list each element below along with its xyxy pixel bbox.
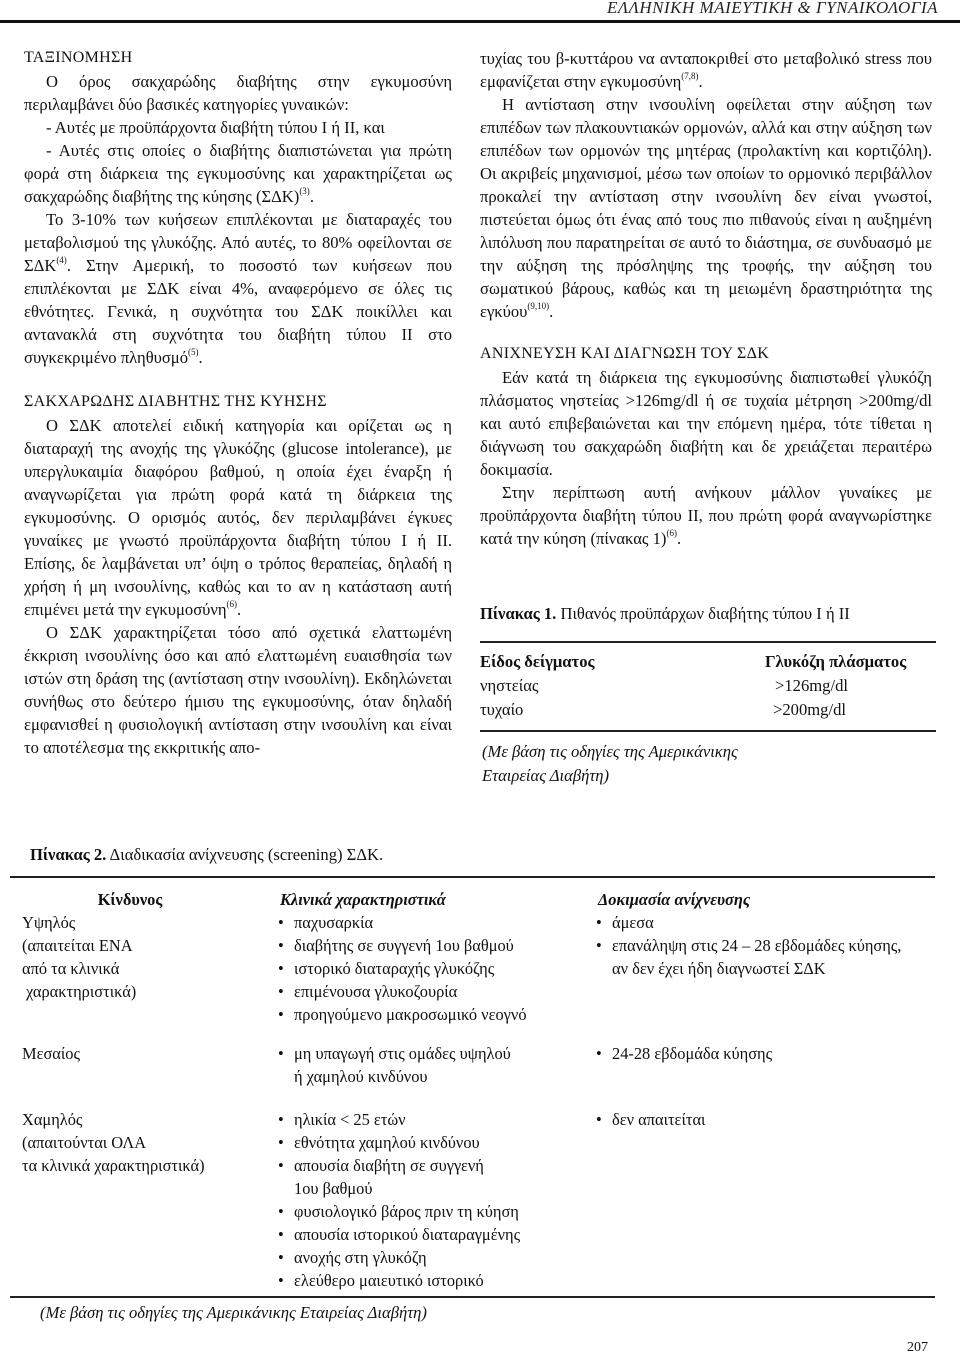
list-item: ή χαμηλού κινδύνου bbox=[294, 1067, 428, 1086]
table1-caption: Πίνακας 1. Πιθανός προϋπάρχων διαβήτης τύπου Ι ή ΙΙ bbox=[480, 604, 850, 623]
section-heading-gdm: ΣΑΚΧΑΡΩΔΗΣ ΔΙΑΒΗΤΗΣ ΤΗΣ ΚΥΗΣΗΣ bbox=[24, 393, 327, 410]
list-item: • δεν απαιτείται bbox=[594, 1108, 705, 1131]
table-row: τυχαίο >200mg/dl bbox=[480, 700, 846, 719]
table2-caption: Πίνακας 2. Διαδικασία ανίχνευσης (screening) ΣΔΚ. bbox=[30, 845, 384, 864]
citation: (9,10) bbox=[527, 301, 550, 311]
table2-top-rule bbox=[10, 876, 935, 878]
section-heading-classification: ΤΑΞΙΝΟΜΗΣΗ bbox=[24, 49, 133, 66]
paragraph-continued: τυχίας του β-κυττάρου να ανταποκριθεί στο μεταβολικό stress που εμφανίζεται στην εγκυμοσύνη$^{(7,8)}$. bbox=[480, 49, 932, 91]
list-item: • εθνότητα χαμηλού κινδύνου bbox=[276, 1131, 520, 1154]
list-item: • ανοχής στη γλυκόζη bbox=[276, 1246, 520, 1269]
table1-col-sample: Είδος δείγματος bbox=[480, 652, 595, 671]
citation: (3) bbox=[299, 186, 310, 196]
list-item: 1ου βαθμού bbox=[294, 1179, 373, 1198]
list-item: • απουσία ιστορικού διαταραγμένης bbox=[276, 1223, 520, 1246]
paragraph-prevalence: Το 3-10% των κυήσεων επιπλέκονται με διαταραχές του μεταβολισμού της γλυκόζης. Από αυτές, το 80% οφείλονται σε ΣΔΚ$^{(4)}$. Στην Αμερική, το ποσοστό των κυήσεων που επιπλέκονται με ΣΔΚ είναι 4%, αναφερόμενο σε όλες τις εθνότητες. Γενικά, η συχνότητα του ΣΔΚ ποικίλλει και αντανακλά στη συχνότητα του διαβήτη τύπου ΙΙ στο συγκεκριμένο πληθυσμό$^{(5)}$. bbox=[24, 210, 452, 367]
paragraph-gdm-mechanism: Ο ΣΔΚ χαρακτηρίζεται τόσο από σχετικά ελαττωμένη έκκριση ινσουλίνης όσο και από ελαττωμένη ευαισθησία των ιστών στη δράση της (αντίσταση στην ινσουλίνη). Εκδηλώνεται συνήθως στο δεύτερο ήμισυ της εγκυμοσύνης, όταν δηλαδή εμφανισθεί η φυσιολογική αντίσταση στην ινσουλίνη και είναι το αποτέλεσμα της εκκριτικής απο- bbox=[24, 623, 452, 757]
table1-col-glucose: Γλυκόζη πλάσματος bbox=[765, 652, 907, 671]
list-item: • επανάληψη στις 24 – 28 εβδομάδες κύησης, bbox=[594, 934, 901, 957]
citation: (7,8) bbox=[681, 71, 699, 81]
paragraph-diagnosis: Εάν κατά τη διάρκεια της εγκυμοσύνης διαπιστωθεί γλυκόζη πλάσματος νηστείας >126mg/dl ή σε τυχαία μέτρηση >200mg/dl και αυτό επιβεβαιώνεται και την επόμενη ημέρα, τότε τίθεται η διάγνωση του σακχαρώδη διαβήτη και δε χρειάζεται περαιτέρω δοκιμασία. bbox=[480, 368, 932, 479]
table2-clinical-medium bbox=[276, 1042, 511, 1088]
table1 bbox=[480, 652, 940, 724]
list-item: • ελεύθερο μαιευτικό ιστορικό bbox=[276, 1269, 520, 1292]
table2-header-clinical: Κλινικά χαρακτηριστικά bbox=[280, 890, 446, 909]
table2-clinical-low bbox=[276, 1108, 520, 1292]
list-item: • επιμένουσα γλυκοζουρία bbox=[276, 980, 527, 1003]
citation: (5) bbox=[188, 347, 199, 357]
list-item: • άμεσα bbox=[594, 911, 901, 934]
paragraph-insulin-resistance: Η αντίσταση στην ινσουλίνη οφείλεται στην αύξηση των επιπέδων των πλακουντιακών ορμονών, αλλά και στην αύξηση των επιπέδων των ορμονών της μητέρας (προλακτίνη και κορτιζόλη). Οι ακριβείς μηχανισμοί, μέσω των οποίων το ορμονικό περιβάλλον προκαλεί την αντίσταση στην ινσουλίνη δεν είναι γνωστοί, πιστεύεται όμως ότι ένας από τους πιο πιθανούς είναι η αυξημένη λιπόλυση που παρατηρείται σε αυτό το διάστημα, σε συνδυασμό με την αύξηση της πρόσληψης της τροφής, την αύξηση του σωματικού βάρους, καθώς και τη μειωμένη δραστηριότητα της εγκύου$^{(9,10)}$. bbox=[480, 95, 932, 321]
list-item: • προηγούμενο μακροσωμικό νεογνό bbox=[276, 1003, 527, 1026]
list-item: • ιστορικό διαταραχής γλυκόζης bbox=[276, 957, 527, 980]
citation: (6) bbox=[226, 599, 238, 609]
table2-header-test: Δοκιμασία ανίχνευσης bbox=[598, 890, 751, 909]
citation: (6) bbox=[666, 528, 677, 538]
citation: (4) bbox=[56, 255, 67, 265]
table2-bottom-rule bbox=[10, 1296, 935, 1298]
header-rule bbox=[0, 20, 960, 23]
table2-test-medium bbox=[594, 1042, 772, 1065]
table2-risk-low: Χαμηλός (απαιτούνται ΟΛΑ τα κλινικά χαρακτηριστικά) bbox=[22, 1110, 205, 1175]
running-header: ΕΛΛΗΝΙΚΗ ΜΑΙΕΥΤΙΚΗ & ΓΥΝΑΙΚΟΛΟΓΙΑ bbox=[606, 0, 938, 17]
list-item: • διαβήτης σε συγγενή 1ου βαθμού bbox=[276, 934, 527, 957]
left-column bbox=[24, 47, 452, 759]
table2-test-high bbox=[594, 911, 901, 980]
list-item: • 24-28 εβδομάδα κύησης bbox=[594, 1042, 772, 1065]
list-item: • παχυσαρκία bbox=[276, 911, 527, 934]
list-item-preexisting: - Αυτές με προϋπάρχοντα διαβήτη τύπου Ι ή ΙΙ, και bbox=[46, 118, 385, 137]
right-column bbox=[480, 47, 932, 550]
list-item: • μη υπαγωγή στις ομάδες υψηλού bbox=[276, 1042, 511, 1065]
table2-risk-medium: Μεσαίος bbox=[22, 1044, 80, 1063]
table1-note: (Με βάση τις οδηγίες της Αμερικάνικης Εταιρείας Διαβήτη) bbox=[482, 742, 738, 785]
table2-test-low bbox=[594, 1108, 705, 1131]
table1-bottom-rule bbox=[480, 730, 936, 732]
section-heading-detection: ΑΝΙΧΝΕΥΣΗ ΚΑΙ ΔΙΑΓΝΩΣΗ ΤΟΥ ΣΔΚ bbox=[480, 345, 770, 362]
page-number: 207 bbox=[907, 1340, 928, 1355]
list-item: • ηλικία < 25 ετών bbox=[276, 1108, 520, 1131]
paragraph-classification: Ο όρος σακχαρώδης διαβήτης στην εγκυμοσύνη περιλαμβάνει δύο βασικές κατηγορίες γυναικών: bbox=[24, 72, 452, 114]
list-item: • απουσία διαβήτη σε συγγενή bbox=[276, 1154, 520, 1177]
table2-note: (Με βάση τις οδηγίες της Αμερικάνικης Εταιρείας Διαβήτη) bbox=[40, 1303, 427, 1322]
list-item: • φυσιολογικό βάρος πριν τη κύηση bbox=[276, 1200, 520, 1223]
list-item-gestational: - Αυτές στις οποίες ο διαβήτης διαπιστώνεται για πρώτη φορά στη διάρκεια της εγκυμοσύνης και χαρακτηρίζεται ως σακχαρώδης διαβήτης της κύησης $(\Sigma\Delta K)^{(3)}$. bbox=[24, 141, 452, 206]
table2-clinical-high bbox=[276, 911, 527, 1026]
table2-header-risk: Κίνδυνος bbox=[97, 890, 163, 909]
table-row: νηστείας >126mg/dl bbox=[480, 676, 848, 695]
paragraph-preexisting: Στην περίπτωση αυτή ανήκουν μάλλον γυναίκες με προϋπάρχοντα διαβήτη τύπου ΙΙ, που πρώτη φορά αναγνωρίστηκε κατά την κύηση (πίνακας 1)$^{(6)}$. bbox=[480, 483, 932, 548]
paragraph-gdm-definition: Ο ΣΔΚ αποτελεί ειδική κατηγορία και ορίζεται ως η διαταραχή της ανοχής της γλυκόζης (glucose intolerance), με υπεργλυκαιμία διαφόρου βαθμού, η οποία έχει έναρξη ή αναγνωρίζεται για πρώτη φορά κατά τη διάρκεια της εγκυμοσύνης. Ο ορισμός αυτός, δεν περιλαμβάνει έγκυες γυναίκες με γνωστό προϋπάρχοντα διαβήτη τύπου Ι ή ΙΙ. Επίσης, δε λαμβάνεται υπ’ όψη ο τρόπος θεραπείας, δηλαδή η χρήση ή μη ινσουλίνης, καθώς και το αν η κατάσταση αυτή επιμένει μετά την εγκυμοσύνη$^{(6)}$. bbox=[24, 416, 452, 619]
table1-top-rule bbox=[480, 641, 936, 643]
table1-header-row bbox=[480, 652, 940, 676]
table2-risk-high: Υψηλός (απαιτείται ΕΝΑ από τα κλινικά χαρακτηριστικά) bbox=[22, 913, 137, 1001]
list-item: αν δεν έχει ήδη διαγνωστεί ΣΔΚ bbox=[612, 959, 826, 978]
